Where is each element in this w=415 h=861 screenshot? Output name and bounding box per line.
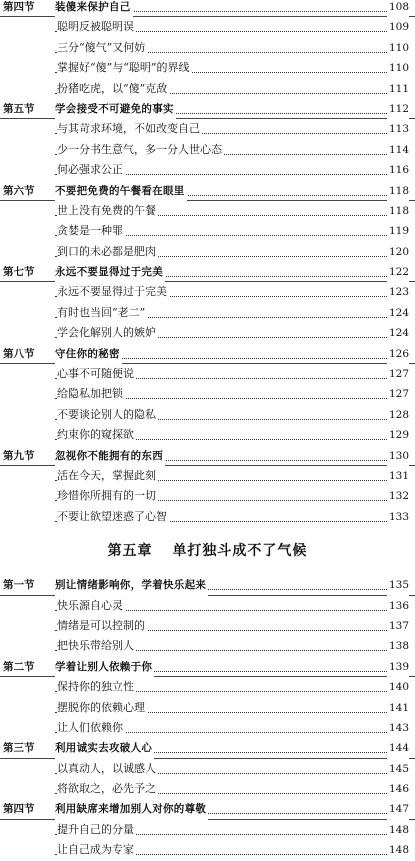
section-title: 守住你的秘密 bbox=[55, 344, 122, 364]
page-number: 110 bbox=[387, 58, 409, 78]
page-number: 143 bbox=[387, 718, 409, 738]
toc-entry-row bbox=[0, 58, 415, 78]
toc-entry-row bbox=[0, 201, 415, 221]
entry-title: 快乐源自心灵 bbox=[57, 596, 125, 616]
page-number: 145 bbox=[387, 759, 409, 779]
toc-entry-row bbox=[0, 466, 415, 486]
page-number: 137 bbox=[387, 616, 409, 636]
toc-section-row bbox=[0, 657, 415, 677]
page-number: 129 bbox=[387, 425, 409, 445]
toc-entry-row bbox=[0, 779, 415, 799]
entry-title: 永远不要显得过于完美 bbox=[57, 282, 169, 302]
entry-title: 三分“傻气”又何妨 bbox=[57, 38, 147, 58]
page-number: 109 bbox=[387, 17, 409, 37]
toc-section-row bbox=[0, 0, 415, 17]
toc-entry-row bbox=[0, 119, 415, 139]
toc-section-row bbox=[0, 181, 415, 201]
toc-entry-row bbox=[0, 303, 415, 323]
page-number: 133 bbox=[387, 507, 409, 527]
toc-entry-row bbox=[0, 759, 415, 779]
page-number: 131 bbox=[387, 466, 409, 486]
toc-entry-row bbox=[0, 507, 415, 527]
toc-entry-row bbox=[0, 242, 415, 262]
page-number: 138 bbox=[387, 636, 409, 656]
toc-section-row bbox=[0, 799, 415, 819]
section-number: 第六节 bbox=[3, 184, 35, 197]
entry-title: 到口的未必都是肥肉 bbox=[57, 242, 158, 262]
entry-title: 让人们依赖你 bbox=[57, 718, 125, 738]
page-number: 147 bbox=[387, 799, 409, 819]
page-number: 118 bbox=[387, 181, 409, 201]
page-number: 112 bbox=[387, 99, 409, 119]
entry-title: 世上没有免费的午餐 bbox=[57, 201, 158, 221]
chapter-heading bbox=[0, 527, 415, 575]
page-number: 114 bbox=[387, 140, 409, 160]
toc-section-row bbox=[0, 99, 415, 119]
section-title: 不要把免费的午餐看在眼里 bbox=[55, 181, 187, 201]
page-number: 120 bbox=[387, 242, 409, 262]
page-number: 144 bbox=[387, 738, 409, 758]
toc-section-row bbox=[0, 738, 415, 758]
page-number: 119 bbox=[387, 221, 409, 241]
toc-entry-row bbox=[0, 698, 415, 718]
page-number: 108 bbox=[387, 0, 409, 17]
section-title: 别让情绪影响你，学着快乐起来 bbox=[55, 575, 208, 595]
toc-entry-row bbox=[0, 840, 415, 860]
page-number: 110 bbox=[387, 38, 409, 58]
page-number: 122 bbox=[387, 262, 409, 282]
entry-title: 情绪是可以控制的 bbox=[57, 616, 147, 636]
page-number: 127 bbox=[387, 364, 409, 384]
page-number: 123 bbox=[387, 282, 409, 302]
toc-section-row bbox=[0, 344, 415, 364]
section-title: 装傻来保护自己 bbox=[55, 0, 133, 17]
toc-entry-row bbox=[0, 221, 415, 241]
entry-title: 学会化解别人的嫉妒 bbox=[57, 323, 158, 343]
page-number: 118 bbox=[387, 201, 409, 221]
toc-entry-row bbox=[0, 140, 415, 160]
page-number: 124 bbox=[387, 303, 409, 323]
page-number: 111 bbox=[387, 79, 409, 99]
section-number: 第二节 bbox=[3, 660, 35, 673]
section-number: 第四节 bbox=[3, 803, 35, 816]
section-title: 利用诚实去攻破人心 bbox=[55, 738, 154, 758]
entry-title: 以真动人，以诚感人 bbox=[57, 759, 158, 779]
toc-entry-row bbox=[0, 596, 415, 616]
toc-entry-row bbox=[0, 486, 415, 506]
toc-entry-row bbox=[0, 425, 415, 445]
entry-title: 让自己成为专家 bbox=[57, 840, 136, 860]
section-number: 第三节 bbox=[3, 742, 35, 755]
toc-section-row bbox=[0, 446, 415, 466]
section-title: 学会接受不可避免的事实 bbox=[55, 99, 176, 119]
page-number: 126 bbox=[387, 344, 409, 364]
entry-title: 少一分书生意气，多一分人世心态 bbox=[57, 140, 224, 160]
section-number: 第五节 bbox=[3, 102, 35, 115]
toc-entry-row bbox=[0, 677, 415, 697]
entry-title: 把快乐带给别人 bbox=[57, 636, 136, 656]
toc-entry-row bbox=[0, 384, 415, 404]
toc-entry-row bbox=[0, 79, 415, 99]
entry-title: 保持你的独立性 bbox=[57, 677, 136, 697]
page-number: 146 bbox=[387, 779, 409, 799]
page-number: 135 bbox=[387, 575, 409, 595]
chapter-title: 单打独斗成不了气候 bbox=[172, 543, 308, 560]
section-number: 第四节 bbox=[3, 1, 35, 13]
entry-title: 珍惜你所拥有的一切 bbox=[57, 486, 158, 506]
page-number: 128 bbox=[387, 405, 409, 425]
chapter-number: 第五章 bbox=[107, 543, 153, 560]
entry-title: 不要谈论别人的隐私 bbox=[57, 405, 158, 425]
section-number: 第一节 bbox=[3, 579, 35, 592]
entry-title: 聪明反被聪明误 bbox=[57, 17, 136, 37]
toc-entry-row bbox=[0, 364, 415, 384]
section-title: 永远不要显得过于完美 bbox=[55, 262, 165, 282]
entry-title: 活在今天，掌握此刻 bbox=[57, 466, 158, 486]
entry-title: 摆脱你的依赖心理 bbox=[57, 698, 147, 718]
entry-title: 将欲取之，必先予之 bbox=[57, 779, 158, 799]
toc-entry-row bbox=[0, 38, 415, 58]
page-number: 127 bbox=[387, 384, 409, 404]
toc-entry-row bbox=[0, 820, 415, 840]
toc-entry-row bbox=[0, 616, 415, 636]
page-number: 141 bbox=[387, 698, 409, 718]
page-number: 132 bbox=[387, 486, 409, 506]
toc-entry-row bbox=[0, 718, 415, 738]
page-number: 113 bbox=[387, 119, 409, 139]
section-number: 第八节 bbox=[3, 347, 35, 360]
section-title: 学着让别人依赖于你 bbox=[55, 657, 154, 677]
section-title: 忽视你不能拥有的东西 bbox=[55, 446, 165, 466]
toc-entry-row bbox=[0, 282, 415, 302]
section-number: 第七节 bbox=[3, 266, 35, 279]
page-number: 148 bbox=[387, 840, 409, 860]
page-number: 148 bbox=[387, 820, 409, 840]
toc-entry-row bbox=[0, 160, 415, 180]
entry-title: 掌握好“傻”与“聪明”的界线 bbox=[57, 58, 192, 78]
toc-section-row bbox=[0, 575, 415, 595]
toc-section-row bbox=[0, 262, 415, 282]
entry-title: 何必强求公正 bbox=[57, 160, 125, 180]
entry-title: 与其苛求环境，不如改变自己 bbox=[57, 119, 202, 139]
entry-title: 给隐私加把锁 bbox=[57, 384, 125, 404]
page-number: 136 bbox=[387, 596, 409, 616]
toc-entry-row bbox=[0, 17, 415, 37]
page-number: 116 bbox=[387, 160, 409, 180]
toc-entry-row bbox=[0, 323, 415, 343]
section-number: 第九节 bbox=[3, 449, 35, 462]
entry-title: 约束你的窥探欲 bbox=[57, 425, 136, 445]
toc-entry-row bbox=[0, 405, 415, 425]
entry-title: 扮猪吃虎，以“傻”克敌 bbox=[57, 79, 169, 99]
page-number: 130 bbox=[387, 446, 409, 466]
section-title: 利用缺席来增加别人对你的尊敬 bbox=[55, 799, 208, 819]
page-number: 124 bbox=[387, 323, 409, 343]
entry-title: 心事不可随便说 bbox=[57, 364, 136, 384]
entry-title: 有时也当回“老二” bbox=[57, 303, 147, 323]
toc-block-chapter-five bbox=[0, 575, 415, 860]
entry-title: 贪婪是一种罪 bbox=[57, 221, 125, 241]
page-number: 139 bbox=[387, 657, 409, 677]
entry-title: 提升自己的分量 bbox=[57, 820, 136, 840]
toc-entry-row bbox=[0, 636, 415, 656]
page-number: 140 bbox=[387, 677, 409, 697]
entry-title: 不要让欲望迷惑了心智 bbox=[57, 507, 169, 527]
